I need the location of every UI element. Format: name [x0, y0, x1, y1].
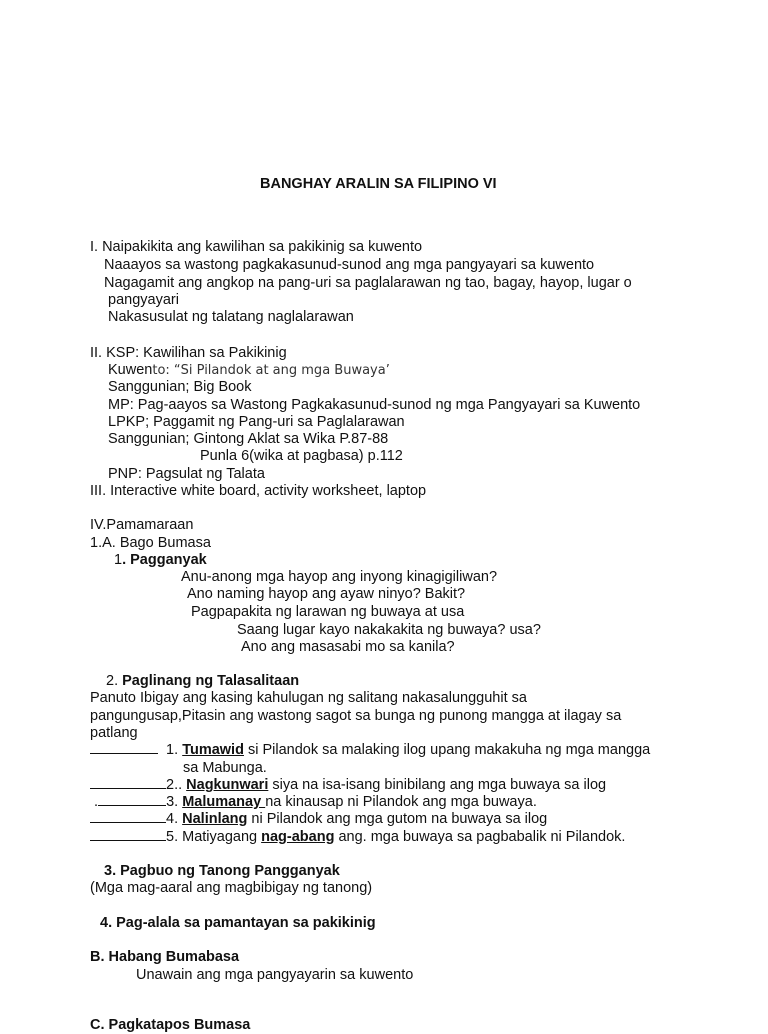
subject-line: Sanggunian; Big Book — [108, 379, 252, 395]
before-reading-heading: 1.A. Bago Bumasa — [90, 535, 211, 551]
objective-heading: I. Naipakikita ang kawilihan sa pakikinig sa kuwento — [90, 239, 423, 255]
answer-blank[interactable] — [90, 741, 158, 754]
item-number: 3. — [166, 794, 183, 810]
answer-blank[interactable] — [90, 828, 166, 841]
motivation-number: 1 — [114, 552, 123, 568]
item-number: 1. — [158, 742, 183, 758]
during-reading-heading: B. Habang Bumabasa — [90, 949, 240, 965]
motivation-question: Saang lugar kayo nakakakita ng buwaya? usa? — [237, 622, 541, 638]
item-text: si Pilandok sa malaking ilog upang makakuha ng mga mangga — [243, 742, 651, 758]
item-number: 5. Matiyagang — [166, 829, 262, 845]
after-reading-heading: C. Pagkatapos Bumasa — [90, 1017, 251, 1033]
procedure-heading: IV.Pamamaraan — [90, 517, 194, 533]
vocabulary-item — [90, 776, 606, 794]
underlined-word: Nalinlang — [182, 811, 248, 827]
item-number: 2.. — [166, 777, 187, 793]
vocabulary-instruction: pangungusap,Pitasin ang wastong sagot sa bunga ng punong mangga at ilagay sa — [90, 708, 622, 724]
motivation-label: . Pagganyak — [122, 552, 207, 568]
vocabulary-instruction: patlang — [90, 725, 138, 741]
story-title: to: “Si Pilandok at ang mga Buwaya’ — [152, 363, 390, 378]
during-reading-line: Unawain ang mga pangyayarin sa kuwento — [136, 967, 414, 983]
item-text: ni Pilandok ang mga gutom na buwaya sa ilog — [247, 811, 548, 827]
objective-line: Nakasusulat ng talatang naglalarawan — [108, 309, 354, 325]
question-forming-heading: 3. Pagbuo ng Tanong Pangganyak — [104, 863, 340, 879]
subject-line: Punla 6(wika at pagbasa) p.112 — [200, 448, 403, 464]
subject-line: PNP: Pagsulat ng Talata — [108, 466, 265, 482]
vocabulary-item — [90, 741, 650, 759]
subject-line: MP: Pag-aayos sa Wastong Pagkakasunud-sunod ng mga Pangyayari sa Kuwento — [108, 397, 641, 413]
materials-line: III. Interactive white board, activity worksheet, laptop — [90, 483, 427, 499]
item-text: ang. mga buwaya sa pagbabalik ni Pilandok. — [334, 829, 626, 845]
vocabulary-item-continuation: sa Mabunga. — [183, 760, 267, 776]
vocabulary-item — [90, 810, 547, 828]
listening-standards-heading: 4. Pag-alala sa pamantayan sa pakikinig — [100, 915, 376, 931]
page-title: BANGHAY ARALIN SA FILIPINO VI — [260, 176, 497, 192]
vocabulary-item — [90, 828, 625, 846]
objective-line: Nagagamit ang angkop na pang-uri sa paglalarawan ng tao, bagay, hayop, lugar o — [104, 275, 632, 291]
vocabulary-number: 2. — [106, 673, 123, 689]
objective-line: Naaayos sa wastong pagkakasunud-sunod ang mga pangyayari sa kuwento — [104, 257, 595, 273]
subject-heading: II. KSP: Kawilihan sa Pakikinig — [90, 345, 287, 361]
objective-line: pangyayari — [108, 292, 179, 308]
item-dot: . — [90, 794, 99, 810]
question-forming-note: (Mga mag-aaral ang magbibigay ng tanong) — [90, 880, 373, 896]
subject-line-part: Kuwen — [108, 362, 153, 378]
answer-blank[interactable] — [98, 793, 166, 806]
answer-blank[interactable] — [90, 776, 166, 789]
motivation-question: Ano naming hayop ang ayaw ninyo? Bakit? — [187, 586, 466, 602]
motivation-question: Pagpapakita ng larawan ng buwaya at usa — [191, 604, 465, 620]
motivation-heading — [114, 551, 207, 569]
vocabulary-label: Paglinang ng Talasalitaan — [122, 673, 300, 689]
motivation-question: Anu-anong mga hayop ang inyong kinagigiliwan? — [181, 569, 498, 585]
underlined-word: Malumanay — [182, 794, 266, 810]
item-text: siya na isa-isang binibilang ang mga buwaya sa ilog — [268, 777, 607, 793]
item-text: na kinausap ni Pilandok ang mga buwaya. — [265, 794, 537, 810]
motivation-question: Ano ang masasabi mo sa kanila? — [241, 639, 455, 655]
underlined-word: Tumawid — [182, 742, 244, 758]
answer-blank[interactable] — [90, 810, 166, 823]
subject-line: Sanggunian; Gintong Aklat sa Wika P.87-88 — [108, 431, 389, 447]
vocabulary-instruction: Panuto Ibigay ang kasing kahulugan ng salitang nakasalungguhit sa — [90, 690, 527, 706]
item-number: 4. — [166, 811, 183, 827]
underlined-word: Nagkunwari — [186, 777, 269, 793]
vocabulary-item — [90, 793, 537, 811]
vocabulary-heading — [106, 672, 299, 690]
subject-line: LPKP; Paggamit ng Pang-uri sa Paglalarawan — [108, 414, 405, 430]
underlined-word: nag-abang — [261, 829, 335, 845]
